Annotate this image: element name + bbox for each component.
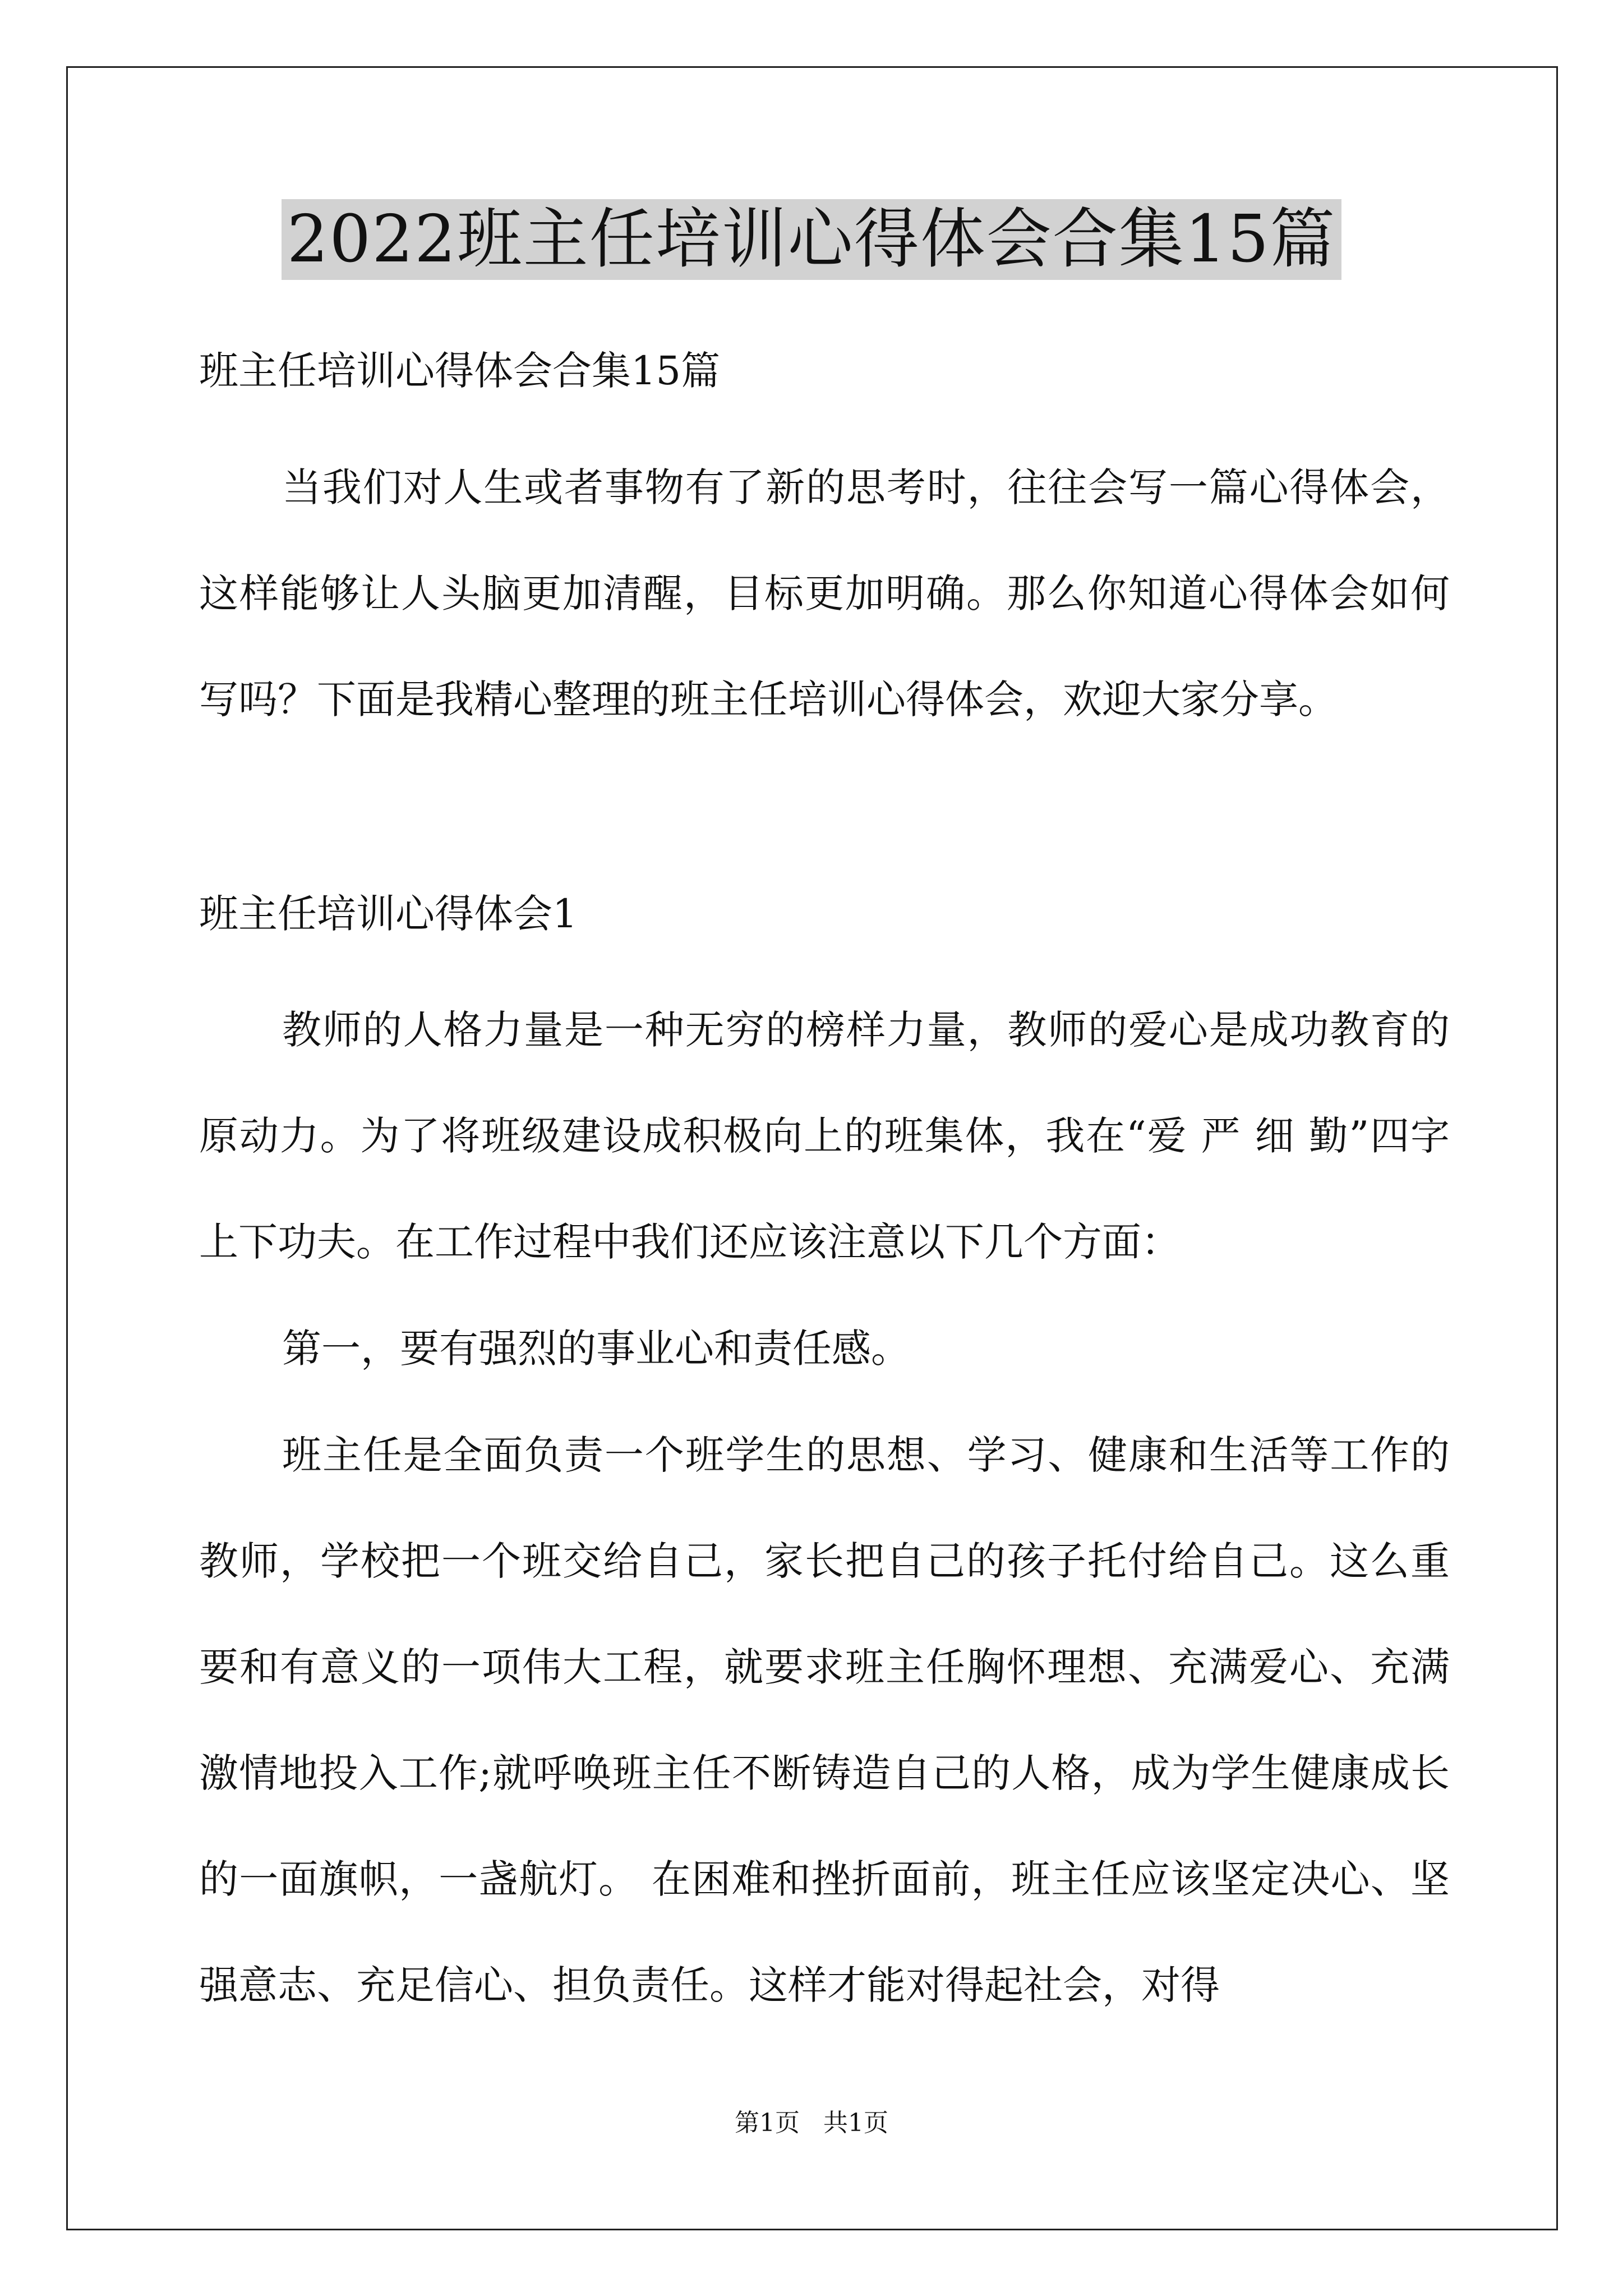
body-paragraph: 第一，要有强烈的事业心和责任感。 [282, 1326, 910, 1372]
section-heading: 班主任培训心得体会1 [199, 891, 578, 937]
page-footer [0, 2108, 1623, 2139]
page-total: 共1页 [823, 2109, 888, 2137]
body-paragraph: 班主任是全面负责一个班学生的思想、学习、健康和生活等工作的教师，学校把一个班交给自己，家长把自己的孩子托付给自己。这么重要和有意义的一项伟大工程，就要求班主任胸怀理想、充满爱心、充满激情地投入工作;就呼唤班主任不断铸造自己的人格，成为学生健康成长的一面旗帜，一盏航灯。 在困难和挫折面前，班主任应该坚定决心、坚强意志、充足信心、担负责任。这样才能对得起社会，对得 [199, 1432, 1450, 2008]
page-number: 第1页 [735, 2109, 800, 2137]
body-paragraph: 教师的人格力量是一种无穷的榜样力量，教师的爱心是成功教育的原动力。为了将班级建设成积极向上的班集体，我在“爱 严 细 勤”四字上下功夫。在工作过程中我们还应该注意以下几个方面： [199, 1007, 1450, 1265]
document-title: 2022班主任培训心得体会合集15篇 [282, 199, 1342, 280]
document-subtitle: 班主任培训心得体会合集15篇 [199, 348, 721, 394]
intro-paragraph: 当我们对人生或者事物有了新的思考时，往往会写一篇心得体会，这样能够让人头脑更加清醒，目标更加明确。那么你知道心得体会如何写吗？下面是我精心整理的班主任培训心得体会，欢迎大家分享。 [199, 464, 1450, 723]
title-container [0, 199, 1623, 280]
